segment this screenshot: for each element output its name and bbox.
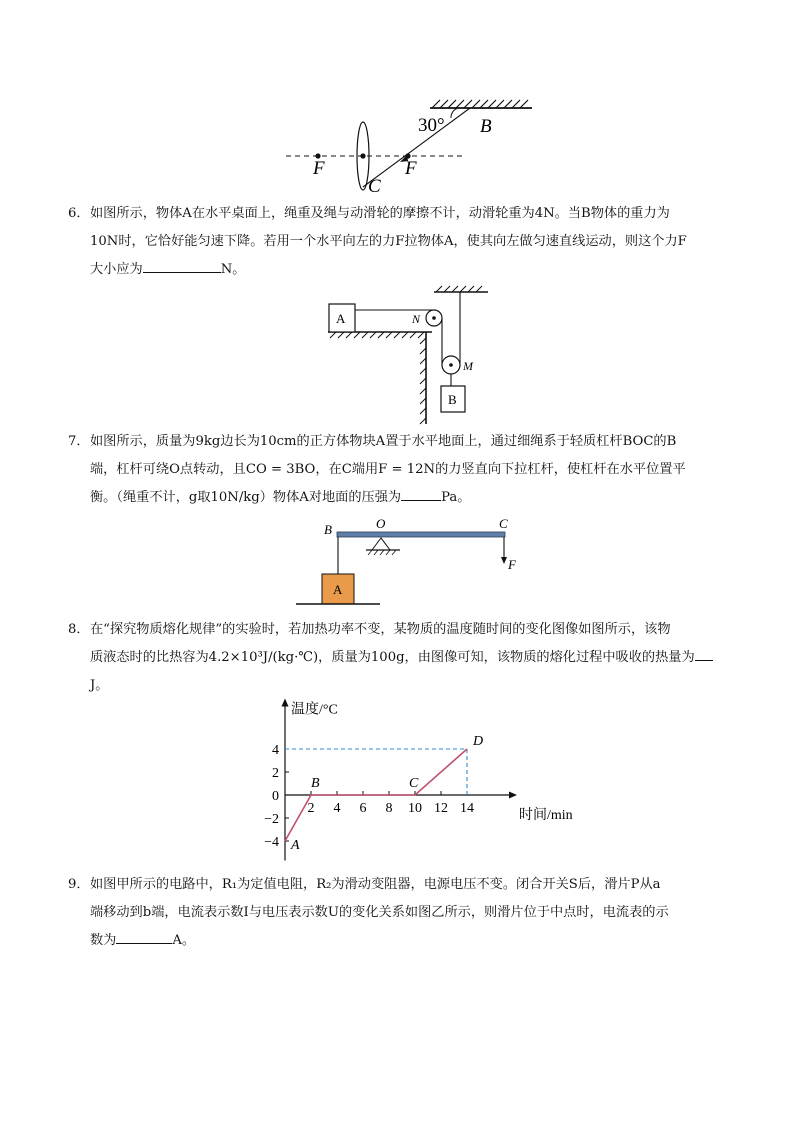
label-M: M <box>463 359 473 373</box>
x-tick-label: 4 <box>333 801 341 816</box>
x-tick-label: 14 <box>460 801 474 816</box>
y-tick-label: −4 <box>264 835 279 850</box>
wall-hatching <box>420 338 426 424</box>
y-tick-label: 0 <box>272 789 279 804</box>
label-F: F <box>508 557 516 572</box>
point-label-C: C <box>409 776 419 791</box>
label-C: C <box>499 516 508 531</box>
answer-blank[interactable] <box>116 927 172 944</box>
question-number: 9． <box>68 877 90 892</box>
y-axis-arrow <box>282 699 289 707</box>
question-7: 7．如图所示，质量为9kg边长为10cm的正方体物块A置于水平地面上，通过细绳系于轻质杠杆BOC的B 端，杠杆可绕O点转动，且CO = 3BO，在C端用F = 12N的力竖直向下拉杠杆，使杠杆在水平位置平 衡。（绳重不计，g取10N/kg）物体A对地面的压强为 Pa。 <box>68 428 728 512</box>
mirror-hatching <box>432 100 528 108</box>
x-tick-label: 6 <box>359 801 367 816</box>
label-C: C <box>368 176 381 197</box>
y-tick-label: 2 <box>272 766 279 781</box>
label-B: B <box>480 116 492 137</box>
melting-chart <box>255 700 573 860</box>
question-8: 8．在“探究物质熔化规律”的实验时，若加热功率不变，某物质的温度随时间的变化图像如图所示，该物 质液态时的比热容为4.2×10³J/(kg·℃)，质量为100g，由图像可知，该物质的熔化过程中吸收的热量为 J。 <box>68 616 728 700</box>
x-axis-label: 时间/min <box>519 808 573 823</box>
y-tick-label: −2 <box>264 812 279 827</box>
ceiling-hatching <box>436 286 482 292</box>
label-F-right: F <box>405 158 417 179</box>
y-tick-label: 4 <box>272 743 279 758</box>
answer-blank[interactable] <box>401 484 441 501</box>
y-axis-label: 温度/°C <box>291 702 338 718</box>
x-tick-label: 2 <box>307 801 315 816</box>
x-axis-arrow <box>509 792 517 799</box>
label-F-left: F <box>313 158 325 179</box>
question-number: 8． <box>68 622 90 637</box>
label-A: A <box>333 582 343 597</box>
lens-mirror-figure <box>270 92 540 197</box>
fulcrum-hatching <box>368 550 396 555</box>
label-B: B <box>324 522 332 537</box>
point-label-B: B <box>311 776 320 791</box>
point-label-D: D <box>473 734 484 749</box>
question-number: 7． <box>68 434 90 449</box>
answer-blank[interactable] <box>695 644 713 661</box>
label-N: N <box>412 312 421 326</box>
pulley-figure <box>322 282 492 427</box>
point-label-A: A <box>291 838 300 853</box>
question-9: 9．如图甲所示的电路中，R₁为定值电阻，R₂为滑动变阻器，电源电压不变。闭合开关S后，滑片P从a 端移动到b端，电流表示数I与电压表示数U的变化关系如图乙所示，则滑片位于中点时，电流表的示 数为 A。 <box>68 871 728 955</box>
x-tick-label: 8 <box>385 801 393 816</box>
label-A: A <box>336 311 346 326</box>
table-hatching <box>330 332 424 338</box>
question-6: 6．如图所示，物体A在水平桌面上，绳重及绳与动滑轮的摩擦不计，动滑轮重为4N。当B物体的重力为 10N时，它恰好能匀速下降。若用一个水平向左的力F拉物体A，使其向左做匀速直线运动，则这个力F 大小应为 N。 <box>68 200 728 284</box>
label-O: O <box>376 516 386 531</box>
x-tick-label: 12 <box>434 801 448 816</box>
x-tick-label: 10 <box>408 801 422 816</box>
question-number: 6． <box>68 206 90 221</box>
label-B: B <box>448 392 457 407</box>
lever-figure <box>292 514 522 614</box>
svg-text:30°: 30° <box>418 115 445 136</box>
answer-blank[interactable] <box>143 256 221 273</box>
